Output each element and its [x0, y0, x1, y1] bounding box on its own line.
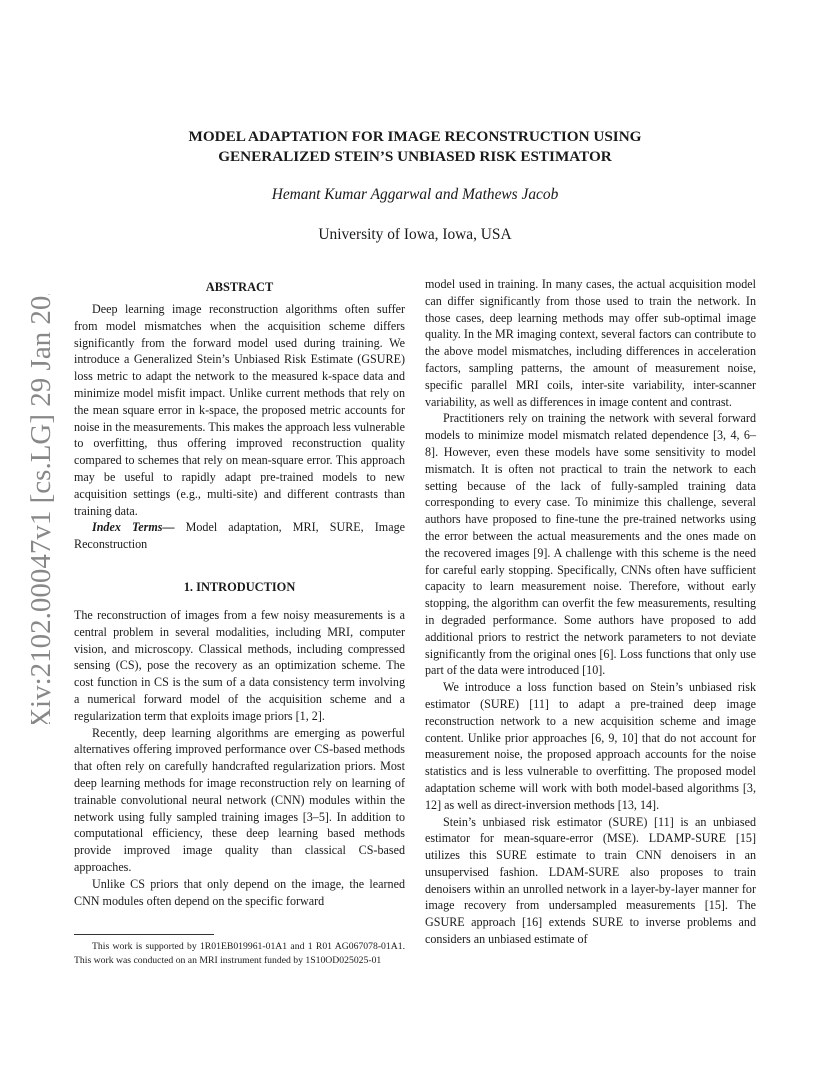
left-column — [74, 279, 405, 909]
right-paragraph-1: model used in training. In many cases, the actual acquisition model can differ significantly from those used to train the network. In those cases, deep learning methods may offer sub-optimal image quality. In the MR imaging context, several factors can contribute to the above model mismatches, including differences in acceleration factors, sampling patterns, the amount of measurement noise, specific parallel MRI coils, inter-site variability, inter-scanner variability, as well as differences in image content and contrast. — [425, 277, 756, 409]
index-terms — [74, 519, 405, 553]
footnote — [74, 940, 405, 967]
right-paragraph-4: Stein’s unbiased risk estimator (SURE) [11] is an unbiased estimator for mean-square-error (MSE). LDAMP-SURE [15] utilizes this SURE estimate to train CNN denoisers in an unsupervised fashion. LDAM-SURE also proposes to train denoisers within an unrolled network in a layer-by-layer manner for image recovery from undersampled measurements [15]. The GSURE approach [16] extends SURE to inverse problems and considers an unbiased estimate of — [425, 814, 756, 947]
right-paragraph-3: We introduce a loss function based on Stein’s unbiased risk estimator (SURE) [11] to adapt a pre-trained deep image reconstruction network to a new acquisition scheme and image content. Unlike prior approaches [6, 9, 10] that do not account for measurement noise, the proposed approach accounts for the noise statistics and is less vulnerable to overfitting. The proposed model adaptation scheme will work with both model-based algorithms [3, 12] as well as direct-inversion methods [13, 14]. — [425, 680, 756, 812]
intro-paragraph-2: Recently, deep learning algorithms are emerging as powerful alternatives offering improved performance over CS-based methods that often rely on carefully handcrafted regularization priors. Most deep learning methods for image reconstruction rely on learning of trainable convolutional neural network (CNN) modules within the network using fully sampled training images [3–5]. In addition to computational efficiency, these deep learning based methods provide improved image quality than classical CS-based approaches. — [74, 725, 405, 874]
index-terms-label: Index Terms— — [92, 520, 175, 535]
right-column — [425, 276, 756, 948]
intro-paragraph-1: The reconstruction of images from a few noisy measurements is a central problem in several modalities, including MRI, computer vision, and microscopy. Classical methods, including compressed sensing (CS), pose the recovery as an optimization scheme. The cost function in CS is the sum of a data consistency term involving a numerical forward model of the acquisition scheme and a regularization term that exploits image priors [1, 2]. — [74, 607, 405, 723]
title-line-1: MODEL ADAPTATION FOR IMAGE RECONSTRUCTION USING — [188, 128, 642, 145]
introduction-heading: 1. INTRODUCTION — [183, 579, 296, 594]
abstract-heading: ABSTRACT — [205, 280, 274, 294]
arxiv-identifier — [16, 294, 60, 724]
footnote-rule — [74, 934, 214, 935]
abstract-text: Deep learning image reconstruction algorithms often suffer from model mismatches when the acquisition scheme differs significantly from the forward model used during training. We introduce a Generalized Stein’s Unbiased Risk Estimate (GSURE) loss metric to adapt the network to the measured k-space data and minimize model misfit impact. Unlike current methods that rely on the mean square error in k-space, the proposed metric accounts for noise in the measurements. This makes the approach less vulnerable to overfitting, thus offering improved reconstruction quality compared to schemes that rely on mean-square error. This approach may be useful to rapidly adapt pre-trained models to new acquisition settings (e.g., multi-site) and different contrasts than training data. — [74, 302, 405, 518]
arxiv-id-text: arXiv:2102.00047v1 [cs.LG] 29 Jan 2021 — [25, 294, 57, 724]
affiliation: University of Iowa, Iowa, USA — [318, 226, 512, 243]
footnote-text: This work is supported by 1R01EB019961-01A1 and 1 R01 AG067078-01A1. This work was conducted on an MRI instrument funded by 1S10OD025025-01 — [74, 941, 405, 966]
authors: Hemant Kumar Aggarwal and Mathews Jacob — [271, 186, 559, 203]
right-paragraph-2: Practitioners rely on training the network with several forward models to minimize model mismatch related dependence [3, 4, 6–8]. However, even these models have some sensitivity to model mismatch. It is often not practical to train the network to each setting because of the lack of fully-sampled training data corresponding to every case. To minimize this challenge, several authors have proposed to fine-tune the pre-trained networks using the error between the actual measurements and the ones made on the recovered images [9]. A challenge with this scheme is the need for careful early stopping. Specifically, CNNs often have sufficient capacity to learn measurement noise. Therefore, without early stopping, the algorithm can overfit the few measurements, resulting in degraded performance. Some authors have proposed to add additional priors to restrict the network parameters to not deviate significantly from the original ones [6]. Loss functions that only use part of the data were introduced [10]. — [425, 411, 756, 678]
paper-title — [110, 127, 720, 167]
title-line-2: GENERALIZED STEIN’S UNBIASED RISK ESTIMATOR — [218, 148, 612, 165]
intro-paragraph-3: Unlike CS priors that only depend on the image, the learned CNN modules often depend on the specific forward — [74, 876, 405, 908]
index-terms-text: Model adaptation, MRI, SURE, Image Reconstruction — [74, 520, 405, 552]
